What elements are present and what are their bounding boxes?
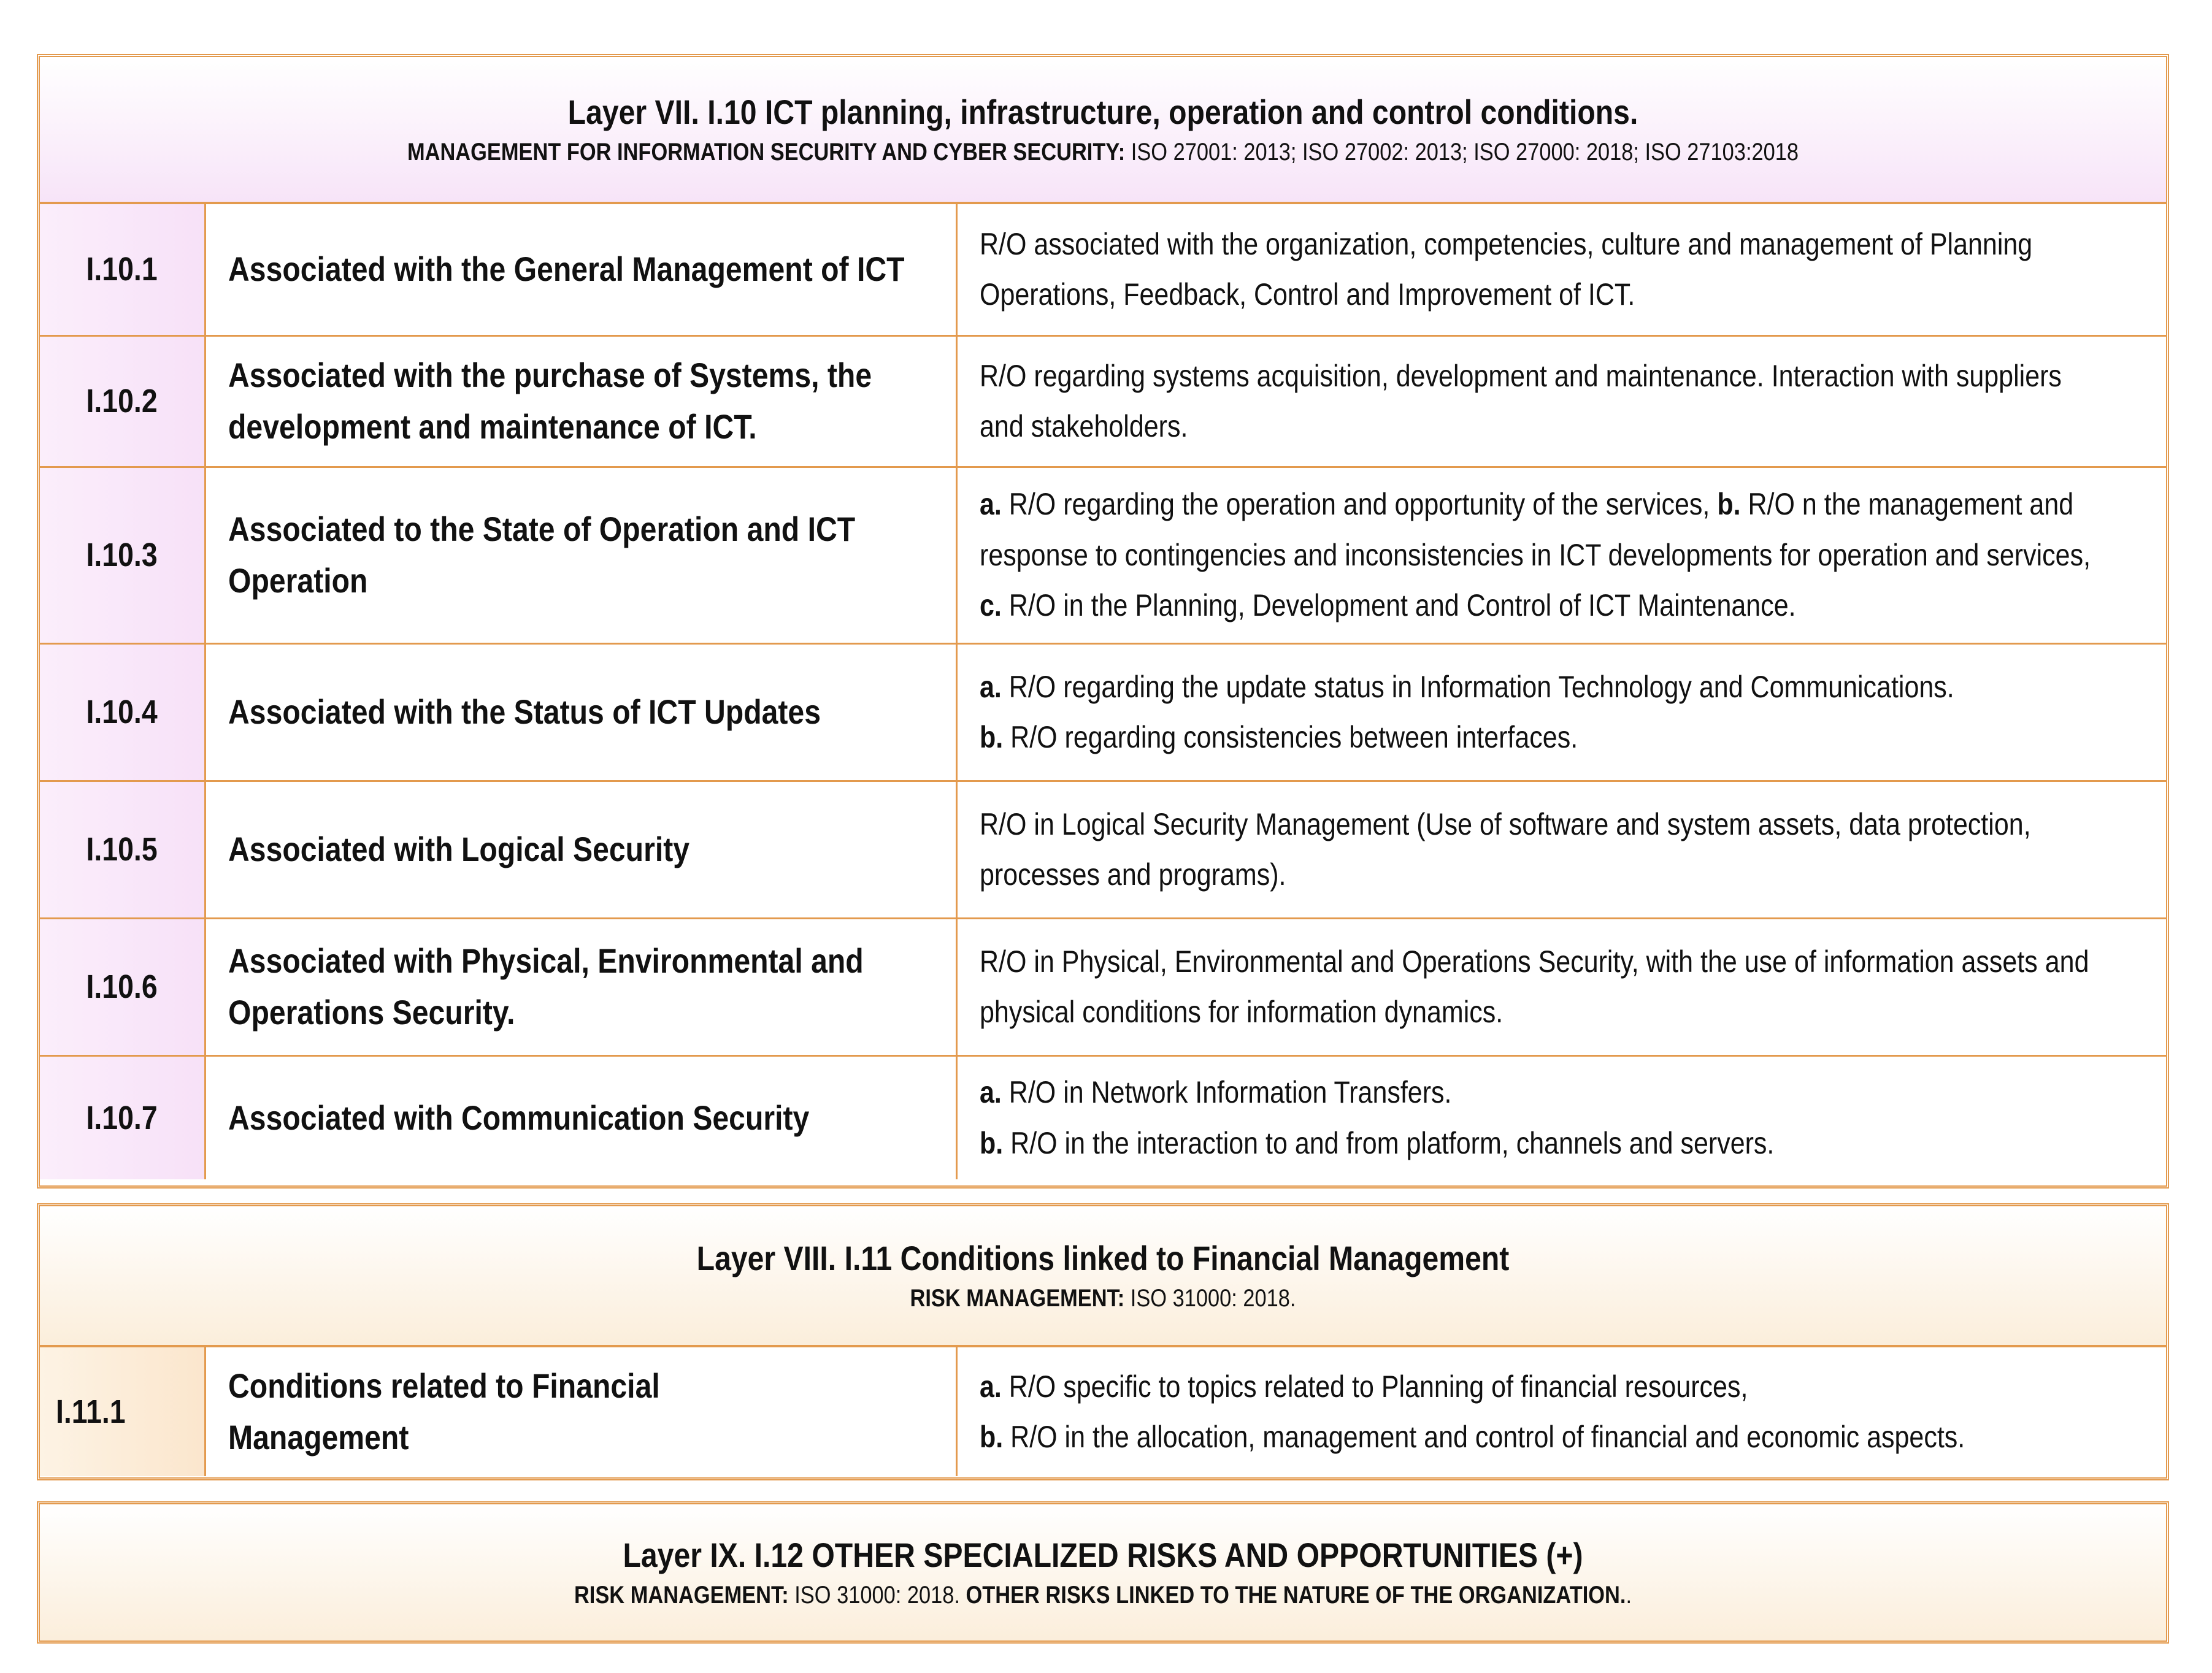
table-row: [40, 1055, 2166, 1179]
layer-vii-subtitle: MANAGEMENT FOR INFORMATION SECURITY AND CYBER SECURITY: ISO 27001: 2013; ISO 27002: 2013; ISO 27000: 2018; ISO 27103:2018: [407, 138, 1799, 166]
row-id-cell: I.10.4: [40, 643, 205, 781]
layer-vii-section: [37, 54, 2169, 1189]
layer-ix-title: Layer IX. I.12 OTHER SPECIALIZED RISKS AND OPPORTUNITIES (+): [623, 1536, 1583, 1575]
layer-viii-subtitle: RISK MANAGEMENT: ISO 31000: 2018.: [910, 1284, 1296, 1312]
layer-viii-title: Layer VIII. I.11 Conditions linked to Financial Management: [696, 1239, 1510, 1278]
layer-viii-section: [37, 1203, 2169, 1480]
row-description-cell: R/O in Physical, Environmental and Operations Security, with the use of information assets and physical conditions for information dynamics.: [956, 918, 2166, 1055]
layer-ix-header: [40, 1504, 2166, 1640]
row-id-cell: I.10.7: [40, 1055, 205, 1179]
layer-ix-subtitle: RISK MANAGEMENT: ISO 31000: 2018. OTHER RISKS LINKED TO THE NATURE OF THE ORGANIZATION..: [574, 1581, 1632, 1609]
row-description-cell: a. R/O regarding the update status in Information Technology and Communications. b. R/O regarding consistencies between interfaces.: [956, 643, 2166, 781]
row-id-cell: I.10.5: [40, 781, 205, 918]
row-description-cell: R/O in Logical Security Management (Use of software and system assets, data protection, processes and programs).: [956, 781, 2166, 918]
table-row: [40, 204, 2166, 335]
row-description-cell: R/O associated with the organization, competencies, culture and management of Planning Operations, Feedback, Control and Improvement of ICT.: [956, 204, 2166, 335]
layer-vii-title: Layer VII. I.10 ICT planning, infrastructure, operation and control conditions.: [567, 93, 1638, 132]
row-description-cell: a. R/O regarding the operation and opportunity of the services, b. R/O n the management and response to contingencies and inconsistencies in ICT developments for operation and services, c. R/O in the Planning, Development and Control of ICT Maintenance.: [956, 467, 2166, 643]
layer-vii-table: [40, 204, 2166, 1179]
row-description-cell: R/O regarding systems acquisition, development and maintenance. Interaction with suppliers and stakeholders.: [956, 335, 2166, 467]
row-description-cell: a. R/O specific to topics related to Planning of financial resources, b. R/O in the allocation, management and control of financial and economic aspects.: [956, 1347, 2166, 1476]
row-name-cell: Associated with Communication Security: [205, 1055, 956, 1179]
row-name-cell: Associated with the purchase of Systems, the development and maintenance of ICT.: [205, 335, 956, 467]
row-id-cell: I.10.2: [40, 335, 205, 467]
row-name-cell: Associated with the Status of ICT Updates: [205, 643, 956, 781]
row-id-cell: I.10.3: [40, 467, 205, 643]
layer-viii-table: [40, 1347, 2166, 1476]
row-id-cell: I.10.6: [40, 918, 205, 1055]
row-name-cell: Associated with Physical, Environmental and Operations Security.: [205, 918, 956, 1055]
row-name-cell: Conditions related to Financial Management: [205, 1347, 956, 1476]
table-row: [40, 643, 2166, 781]
row-id-cell: I.11.1: [40, 1347, 205, 1476]
table-row: [40, 781, 2166, 918]
table-row: [40, 467, 2166, 643]
layer-vii-header: [40, 57, 2166, 204]
row-name-cell: Associated to the State of Operation and ICT Operation: [205, 467, 956, 643]
table-row: [40, 335, 2166, 467]
layer-ix-section: [37, 1501, 2169, 1644]
table-row: [40, 918, 2166, 1055]
row-name-cell: Associated with the General Management of ICT: [205, 204, 956, 335]
table-row: [40, 1347, 2166, 1476]
layer-viii-header: [40, 1206, 2166, 1347]
row-description-cell: a. R/O in Network Information Transfers. b. R/O in the interaction to and from platform, channels and servers.: [956, 1055, 2166, 1179]
row-name-cell: Associated with Logical Security: [205, 781, 956, 918]
row-id-cell: I.10.1: [40, 204, 205, 335]
